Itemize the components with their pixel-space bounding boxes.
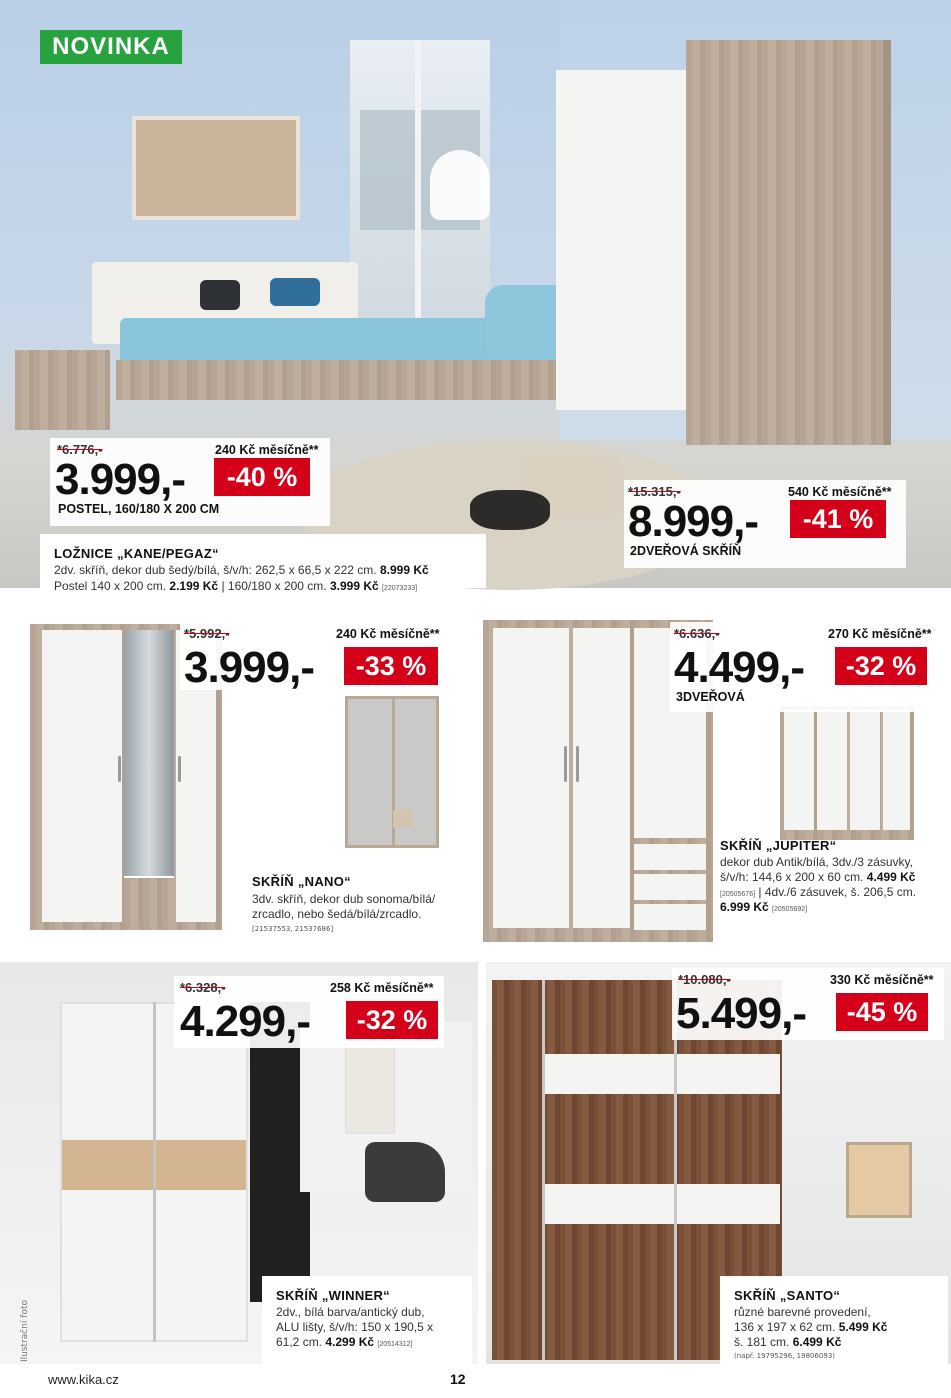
santo-table-lamp <box>846 1142 912 1218</box>
bed-monthly-price: 240 Kč měsíčně** <box>215 443 319 457</box>
jupiter-desc-3-text: | 4dv./6 zásuvek, š. 206,5 cm. <box>758 885 917 899</box>
winner-desc-3 <box>276 1335 412 1352</box>
jupiter-desc-1: dekor dub Antik/bílá, 3dv./3 zásuvky, <box>720 855 913 869</box>
santo-desc-3 <box>734 1335 841 1350</box>
nightstand <box>15 350 110 430</box>
set-line-2 <box>54 579 417 596</box>
wall-picture <box>132 116 300 220</box>
wardrobe-discount-badge: -41 % <box>790 500 886 538</box>
santo-desc-1: různé barevné provedení, <box>734 1305 871 1319</box>
hero-wardrobe-white-door <box>556 70 691 410</box>
santo-price: 5.499,- <box>676 989 806 1038</box>
jupiter-drawer-1 <box>634 844 706 870</box>
santo-section <box>486 962 951 1364</box>
nano-drawers <box>124 876 174 924</box>
new-badge: NOVINKA <box>40 30 182 64</box>
santo-ref: (např. 19795296, 19806093) <box>734 1352 836 1360</box>
jupiter-desc-2-text: š/v/h: 144,6 x 200 x 60 cm. <box>720 870 864 884</box>
jupiter-door-1 <box>493 628 569 928</box>
pillow-blue <box>270 278 320 306</box>
jupiter-desc-4-price: 6.999 Kč <box>720 900 769 914</box>
winner-desc-3-ref: [20514312] <box>377 1341 413 1348</box>
set-line-2-price2: 3.999 Kč <box>329 579 379 593</box>
santo-desc-2-price: 5.499 Kč <box>838 1320 888 1334</box>
jupiter-title: SKŘÍŇ „JUPITER“ <box>720 838 837 853</box>
winner-price: 4.299,- <box>180 997 310 1046</box>
nano-old-price: *5.992,- <box>184 626 230 641</box>
nano-desc-2: zrcadlo, nebo šedá/bílá/zrcadlo. <box>252 907 422 921</box>
window-frame <box>415 40 421 340</box>
set-line-1 <box>54 563 429 578</box>
jupiter-handle-1 <box>564 746 567 782</box>
jupiter-monthly-price: 270 Kč měsíčně** <box>828 627 932 641</box>
set-line-2-price: 2.199 Kč <box>169 579 219 593</box>
nano-handle-right <box>178 756 181 782</box>
bed-caption: POSTEL, 160/180 X 200 CM <box>58 502 220 516</box>
wardrobe-monthly-price: 540 Kč měsíčně** <box>788 485 892 499</box>
wardrobe-old-price: *15.315,- <box>628 484 681 499</box>
set-line-1-text: 2dv. skříň, dekor dub šedý/bílá, š/v/h: 262,5 x 66,5 x 222 cm. <box>54 563 377 577</box>
jupiter-drawer-2 <box>634 874 706 900</box>
winner-title: SKŘÍŇ „WINNER“ <box>276 1288 390 1303</box>
winner-chair <box>365 1142 445 1202</box>
nano-monthly-price: 240 Kč měsíčně** <box>336 627 440 641</box>
set-line-2-text: Postel 140 x 200 cm. <box>54 579 167 593</box>
jupiter-4door-panel-2 <box>817 710 847 830</box>
nano-ref: [21537553, 21537686] <box>252 925 334 933</box>
jupiter-4door-panel-3 <box>850 710 880 830</box>
wardrobe-price: 8.999,- <box>628 497 758 546</box>
nano-desc-1: 3dv. skříň, dekor dub sonoma/bílá/ <box>252 892 436 906</box>
winner-desc-3-text: 61,2 cm. <box>276 1335 323 1349</box>
illustration-note: Ilustrační foto <box>20 1299 30 1362</box>
santo-desc-3-text: š. 181 cm. <box>734 1335 790 1349</box>
set-line-1-price: 8.999 Kč <box>379 563 429 577</box>
winner-discount-badge: -32 % <box>346 1001 438 1039</box>
winner-wall-art <box>345 1042 395 1134</box>
santo-rail-left <box>542 980 545 1360</box>
jupiter-price: 4.499,- <box>674 643 804 692</box>
hero-wardrobe-wood-door <box>686 40 883 445</box>
jupiter-handle-2 <box>576 746 579 782</box>
floor-cushion <box>470 490 550 530</box>
santo-title: SKŘÍŇ „SANTO“ <box>734 1288 841 1303</box>
footer-url[interactable]: www.kika.cz <box>48 1372 119 1387</box>
santo-desc-2 <box>734 1320 887 1335</box>
winner-door-split <box>153 1002 156 1342</box>
jupiter-desc-2-price: 4.499 Kč <box>866 870 916 884</box>
set-title: LOŽNICE „KANE/PEGAZ“ <box>54 546 219 561</box>
hero-wardrobe-side <box>883 40 891 445</box>
jupiter-4door-panel-4 <box>883 710 910 830</box>
jupiter-desc-2 <box>720 870 915 885</box>
winner-desc-1: 2dv., bílá barva/antický dub, <box>276 1305 425 1319</box>
jupiter-section <box>478 596 951 946</box>
winner-monthly-price: 258 Kč měsíčně** <box>330 981 434 995</box>
hero-bedroom-photo <box>0 0 951 593</box>
nano-discount-badge: -33 % <box>344 647 438 685</box>
jupiter-desc-3-ref: [20505676] <box>720 891 756 898</box>
winner-desc-2: ALU lišty, š/v/h: 150 x 190,5 x <box>276 1320 434 1334</box>
nano-door-left <box>42 630 122 922</box>
bed-discount-badge: -40 % <box>214 458 310 496</box>
jupiter-door-2 <box>573 628 630 928</box>
jupiter-4door-panel-1 <box>784 710 814 830</box>
jupiter-old-price: *6.636,- <box>674 626 720 641</box>
bed-old-price: *6.776,- <box>57 442 103 457</box>
nano-handle-left <box>118 756 121 782</box>
santo-old-price: *10.080,- <box>678 972 731 987</box>
santo-monthly-price: 330 Kč měsíčně** <box>830 973 934 987</box>
santo-desc-3-price: 6.499 Kč <box>792 1335 842 1349</box>
jupiter-discount-badge: -32 % <box>835 647 927 685</box>
jupiter-desc-4 <box>720 900 807 917</box>
nano-open-drawers <box>393 810 413 828</box>
santo-desc-2-text: 136 x 197 x 62 cm. <box>734 1320 836 1334</box>
winner-section <box>0 962 478 1364</box>
nano-section <box>0 596 470 946</box>
jupiter-drawer-3 <box>634 904 706 930</box>
bed-frame <box>116 360 556 400</box>
nano-mirror-door <box>124 630 174 882</box>
winner-old-price: *6.328,- <box>180 980 226 995</box>
set-line-2-ref: [22073233] <box>382 585 418 592</box>
santo-white-band-2 <box>544 1184 780 1224</box>
santo-white-band-1 <box>544 1054 780 1094</box>
santo-discount-badge: -45 % <box>836 993 928 1031</box>
nano-price: 3.999,- <box>184 643 314 692</box>
wardrobe-caption: 2DVEŘOVÁ SKŘÍŇ <box>630 544 742 558</box>
pillow-dark <box>200 280 240 310</box>
bed-price: 3.999,- <box>55 455 185 504</box>
floor-lamp <box>430 150 490 220</box>
set-line-2-sep: | 160/180 x 200 cm. <box>221 579 327 593</box>
winner-desc-3-price: 4.299 Kč <box>325 1335 375 1349</box>
jupiter-desc-4-ref: [20505692] <box>772 906 808 913</box>
page-number: 12 <box>450 1371 466 1387</box>
nano-title: SKŘÍŇ „NANO“ <box>252 874 351 889</box>
jupiter-caption: 3DVEŘOVÁ <box>676 690 745 704</box>
